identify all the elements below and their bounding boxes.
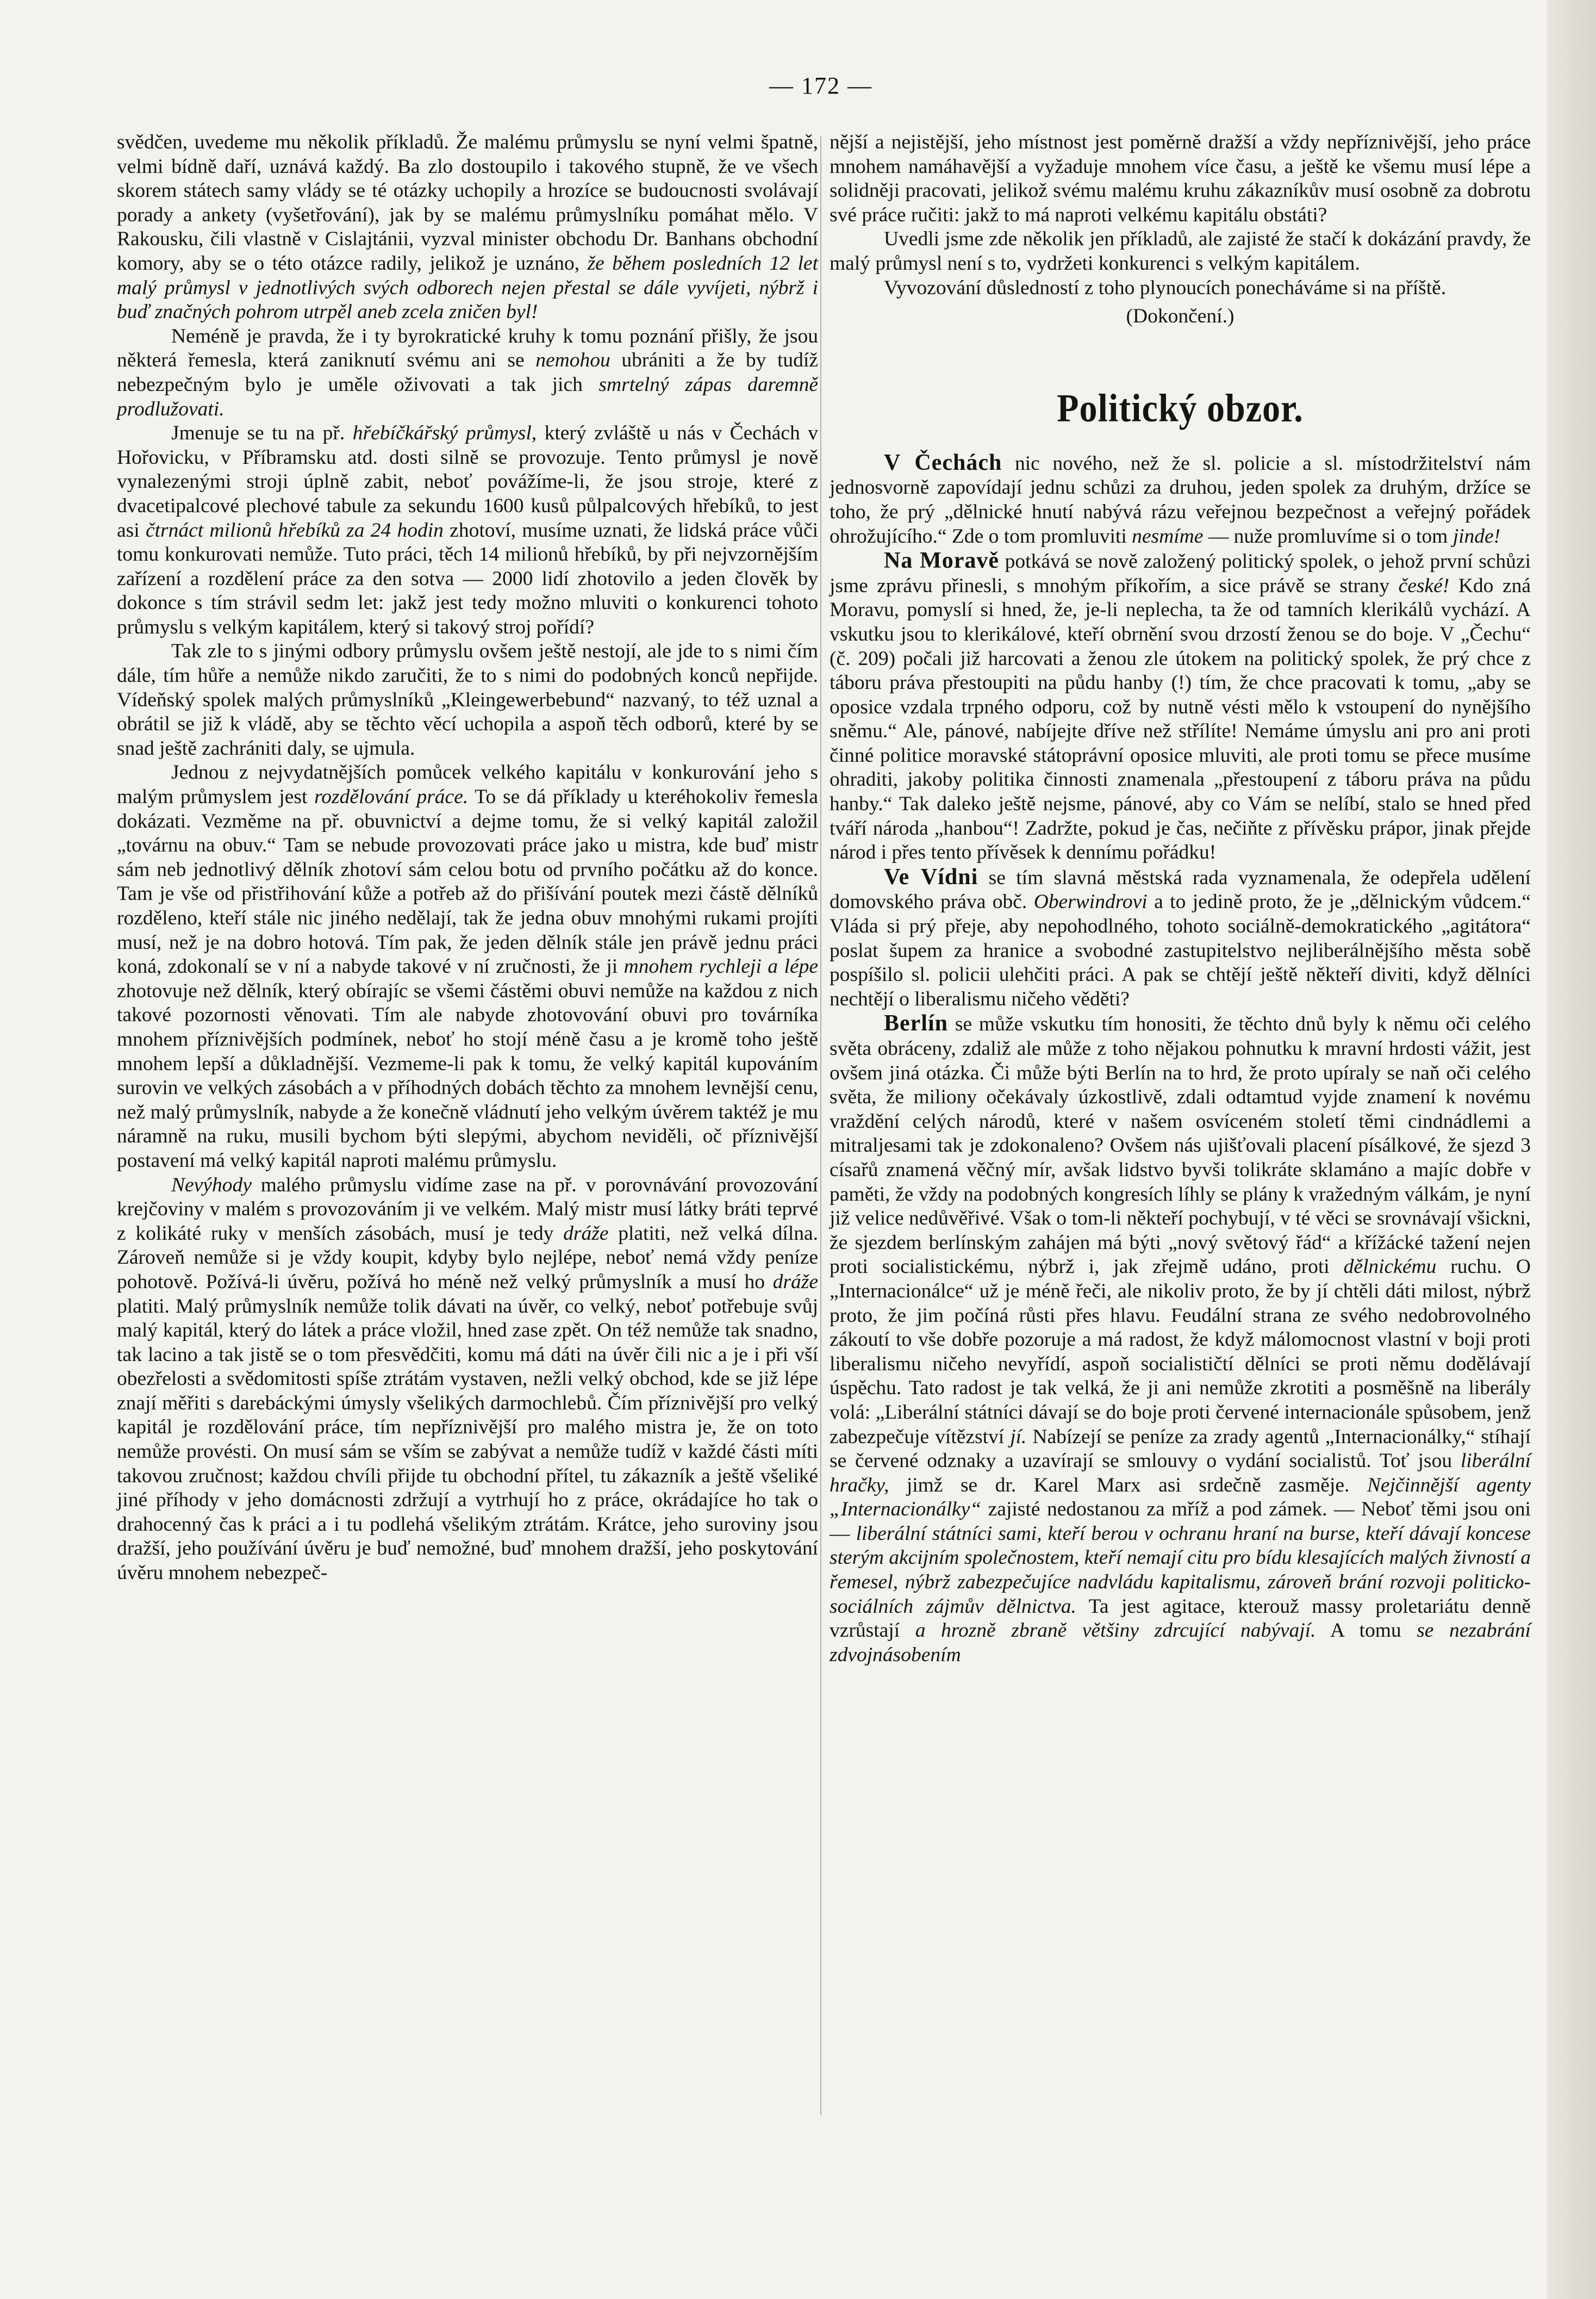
paragraph-continued: nější a nejistější, jeho místnost jest poměrně dražší a vždy nepříznivější, jeho práce mnohem namáhavější a vyžaduje mnohem více času, a ještě ke všemu musí lépe a solidněji pracovati, jelikož svému malému kruhu zákazníkův musí osobně za dobrotu své práce ručiti: jakž to má naproti velkému kapitálu obstáti? — [830, 131, 1531, 226]
paragraph-5: Jednou z nejvydatnějších pomůcek velkého kapitálu v konkurování jeho s malým průmyslem jest rozdělování práce. To se dá příklady u kteréhokoliv řemesla dokázati. Vezměme na př. obuvnictví a dejme tomu, že si velký kapitál založil „továrnu na obuv.“ Tam se nebude provozovati práce jako u mistra, kde buď mistr sám neb jednotlivý dělník zhotoví sám celou botu od prvního počátku až do konce. Tam je vše od přistřihování kůže a potřeb až do přišívání poutek mezi částě dělníků rozděleno, kteří stále nic jiného nedělají, tak že jedna obuv mnohými rukami projíti musí, než je na dobro hotová. Tím pak, že jeden dělník stále jen právě jednu práci koná, zdokonalí se v ní a nabyde takové v ní zručnosti, že ji mnohem rychleji a lépe zhotovuje než dělník, který obírajíc se všemi částěmi obuvi nemůže na každou z nich takové pozornosti věnovati. Tím ale nabyde zhotovování obuvi pro továrníka mnohem příznivějších podmínek, neboť ho stojí méně času a je kromě toho ještě mnohem lepší a důkladnější. Vezmeme-li pak k tomu, že velký kapitál kupováním surovin ve velkých zásobách a v příhodných dobách těchto za mnohem levnější cenu, než malý průmyslník, nabyde a že konečně vládnutí jeho velkým úvěrem taktéž je mu náramně na ruku, musili bychom býti slepými, abychom neviděli, oč příznivější postavení má velký kapitál naproti malému průmyslu. — [117, 761, 818, 1172]
page-edge-shadow — [1547, 0, 1596, 2299]
paragraph-conclusion: Uvedli jsme zde několik jen příkladů, ale zajisté že stačí k dokázání pravdy, že malý průmysl není s to, vydržeti konkurenci s velkým kapitálem. — [830, 228, 1531, 275]
column-divider — [820, 136, 821, 2115]
right-column — [830, 131, 1531, 1667]
paragraph-1: svědčen, uvedeme mu několik příkladů. Že malému průmyslu se nyní velmi špatně, velmi bídně daří, uznává každý. Ba zlo dostoupilo i takového stupně, že ve všech skorem státech samy vlády se té otázky uchopily a hrozíce se budoucnosti svolávají porady a ankety (vyšetřování), jak by se malému průmyslníku pomáhat mělo. V Rakousku, čili vlastně v Cislajtánii, vyzval minister obchodu Dr. Banhans obchodní komory, aby se o této otázce radily, jelikož je uznáno, že během posledních 12 let malý průmysl v jednotlivých svých odborech nejen přestal se dále vyvíjeti, nýbrž i buď značných pohrom utrpěl aneb zcela zničen byl! — [117, 131, 818, 324]
page-number: — 172 — — [769, 72, 872, 99]
news-item-vienna: Ve Vídni se tím slavná městská rada vyznamenala, že odepřela udělení domovského práva obč. Oberwindrovi a to jedině proto, že je „dělnickým vůdcem.“ Vláda si prý přeje, aby nepohodlného, tohoto sociálně-demokratického „agitátora“ poslat šupem za hranice a svobodné zastupitelstvo nejliberálnějšího města sobě pospíšilo sl. policii ulehčiti práci. A pak se chtějí ještě někteří diviti, když dělníci nechtějí o liberalismu ničeho věděti? — [830, 864, 1531, 1010]
paragraph-next-time: Vyvozování důsledností z toho plynoucích ponecháváme si na příště. — [884, 276, 1447, 299]
paragraph-2: Neméně je pravda, že i ty byrokratické kruhy k tomu poznání přišly, že jsou některá řemesla, která zaniknutí svému ani se nemohou ubrániti a že by tudíž nebezpečným bylo je uměle oživovati a tak jich smrtelný zápas daremně prodlužovati. — [117, 325, 818, 420]
left-column — [117, 131, 818, 1586]
to-be-concluded-note: (Dokončení.) — [1126, 305, 1235, 328]
paragraph-3: Jmenuje se tu na př. hřebíčkářský průmysl, který zvláště u nás v Čechách v Hořovicku, v Příbramsku atd. dosti silně se provozuje. Tento průmysl je nově vynalezenými stroji úplně zabit, neboť povážíme-li, že jsou stroje, které z dvacetipalcové plechové tabule za sekundu 1600 kusů půlpalcových hřebíků, to jest asi čtrnáct milionů hřebíků za 24 hodin zhotoví, musíme uznati, že lidská práce vůči tomu konkurovati nemůže. Tuto práci, těch 14 milionů hřebíků, by při nejvzornějším zařízení a rozdělení práce za den sotva — 2000 lidí zhotovilo a jeden člověk by dokonce s tím strávil sedm let: jakž jest tedy možno mluviti o konkurenci tohoto průmyslu s velkým kapitálem, který si takový stroj pořídí? — [117, 422, 818, 638]
news-item-moravia: Na Moravě potkává se nově založený politický spolek, o jehož první schůzi jsme zprávu přinesli, s mnohým příkořím, a sice právě se strany české! Kdo zná Moravu, pomyslí si hned, že, je-li neplecha, ta že od tamních klerikálů vychází. A vskutku jsou to klerikálové, kteří obrnění svou drzostí ženou se do boje. V „Čechu“ (č. 209) počali již harcovati a ženou zle útokem na politický spolek, že prý chce z táboru práva přestoupiti na půdu hanby (!) tím, že chce pracovati k tomu, „aby se oposice vzdala trpného odporu, což by nutně vésti mělo k vstoupení do nynějšího sněmu.“ Ale, pánové, nabíjejte dříve než střílíte! Nemáme úmyslu ani pro ani proti činné politice moravské státoprávní oposice mluviti, ale proti tomu se přece musíme ohraditi, jakoby politika činnosti znamenala „přestoupení z táboru práva na půdu hanby.“ Tak daleko ještě nejsme, pánové, aby co Vám se nelíbí, stalo se hned před tváří národa „hanbou“! Zadržte, pokud je čas, nečiňte z přívěsku prápor, jinak přejde národ i přes tento přívěsek k dennímu pořádku! — [830, 548, 1531, 864]
paragraph-4: Tak zle to s jinými odbory průmyslu ovšem ještě nestojí, ale jde to s nimi čím dále, tím hůře a nemůže nikdo zaručiti, že to s nimi do podobných konců nepřijde. Vídeňský spolek malých průmyslníků „Kleingewerbebund“ nazvaný, to též uznal a obrátil se již k vládě, aby se těchto věcí uchopila a aspoň těch odborů, které by se snad ještě zachrániti daly, se ujmula. — [117, 640, 818, 760]
paragraph-6: Nevýhody malého průmyslu vidíme zase na př. v porovnávání provozování krejčoviny v malém s provozováním ji ve velkém. Malý mistr musí látky bráti teprvé z kolikáté ruky v menších zásobách, musí je tedy dráže platiti, než velká dílna. Zároveň nemůže si je vždy koupit, kdyby bylo nejlépe, neboť nemá vždy peníze pohotově. Požívá-li úvěru, požívá ho méně než velký průmyslník a musí ho dráže platiti. Malý průmyslník nemůže tolik dávati na úvěr, co velký, neboť potřebuje svůj malý kapitál, který do látek a práce vložil, hned zase zpět. On též nemůže tak snadno, tak lacino a tak jistě se o tom přesvědčiti, komu má dáti na úvěr čili nic a je i při vší obezřelosti a svědomitosti spíše ztrátám vystaven, nežli velký obchod, kde se již lépe znají měřiti s darebáckými úmysly všelikých darmochlebů. Čím příznivější pro velký kapitál je rozdělování práce, tím nepříznivější pro malého mistra je, že on toto nemůže provésti. On musí sám se vším se zabývat a nemůže tudíž v každé části míti takovou zručnost; každou chvíli přijde tu obchodní přítel, tu zákazník a ještě všeliké jiné příhody v jeho domácnosti zdržují a vytrhují ho z práce, okrádajíce ho tak o drahocenný čas k práci a i tu podlehá všelikým ztrátám. Krátce, jeho suroviny jsou dražší, jeho používání úvěru je buď nemožné, buď mnohem dražší, jeho poskytování úvěru mnohem nebezpeč- — [117, 1173, 819, 1585]
news-item-berlin: Berlín se může vskutku tím honositi, že těchto dnů byly k němu oči celého světa obráceny, zdaliž ale může z toho nějakou pohnutku k mravní hrdosti vážit, jest ovšem jiná otázka. Či může býti Berlín na to hrd, že proto upíraly se naň oči celého světa, že miliony očekávaly úzkostlivě, zdali odtamtud vyjde znamení k novému vraždění celých národů, které v našem osvíceném století těmi cindnádlemi a mitraljesami tak je zdokonaleno? Ovšem nás ujišťovali placení písálkové, že sjezd 3 císařů znamená věčný mír, avšak lidstvo byvši tolikráte sklamáno a majíc dobře v paměti, že vždy na podobných kongresích líhly se plány k vražedným válkám, je nyní již velice nedůvěřivé. Však o tom-li někteří pochybují, v té věci se srovnávají všickni, že sjezdem berlínským zahájen má býti „nový světový řád“ a křížácké tažení nejen proti socialistickému, nýbrž i, jak zřejmě udáno, proti dělnickému ruchu. O „Internacionálce“ už je méně řeči, ale nikoliv proto, že by jí chtěli dáti milost, nýbrž proto, že jim počíná růsti přes hlavu. Feudální strana ze svého nedobrovolného zákoutí to vše dobře pozoruje a má radost, že když málomocnost vlastní v boji proti liberalismu ničeho nevyřídí, aspoň socialističtí dělníci se proti němu dodělávají úspěchu. Tato radost je tak velká, že ji ani nemůže zkrotiti a posměšně na liberály volá: „Liberální státníci dávají se do boje proti červené internacionále spůsobem, jenž zabezpečuje vítězství jí. Nabízejí se peníze za zrady agentů „Internacionálky,“ stíhají se červené odznaky a uzavírají se smlouvy o vydání socialistů. Toť jsou liberální hračky, jimž se dr. Karel Marx asi srdečně zasměje. Nejčinnější agenty „Internacionálky“ zajisté nedostanou za mříž a pod zámek. — Neboť těmi jsou oni — liberální státníci sami, kteří berou v ochranu hraní na burse, kteří dávají koncese sterým akcijním společnostem, kteří nemají citu pro bídu klesajících malých živností a řemesel, nýbrž zabezpečujíce nadvládu kapitalismu, zároveň brání rozvoji politicko-sociálních zájmův dělnictva. Ta jest agitace, kterouž massy proletariátu denně vzrůstají a hrozně zbraně většiny zdrcující nabývají. A tomu se nezabrání zdvojnásobením — [830, 1011, 1531, 1666]
news-item-bohemia: V Čechách nic nového, než že sl. policie a sl. místodržitelství nám jednosvorně zapovídají jednu schůzi za druhou, jeden spolek za druhým, držíce se toho, že prý „dělnické hnutí nabývá rázu veřejnou bezpečnost a veřejný pořádek ohrožujícího.“ Zde o tom promluviti nesmíme — nuže promluvíme si o tom jinde! — [830, 450, 1531, 548]
section-title: Politický obzor. — [1057, 387, 1304, 431]
